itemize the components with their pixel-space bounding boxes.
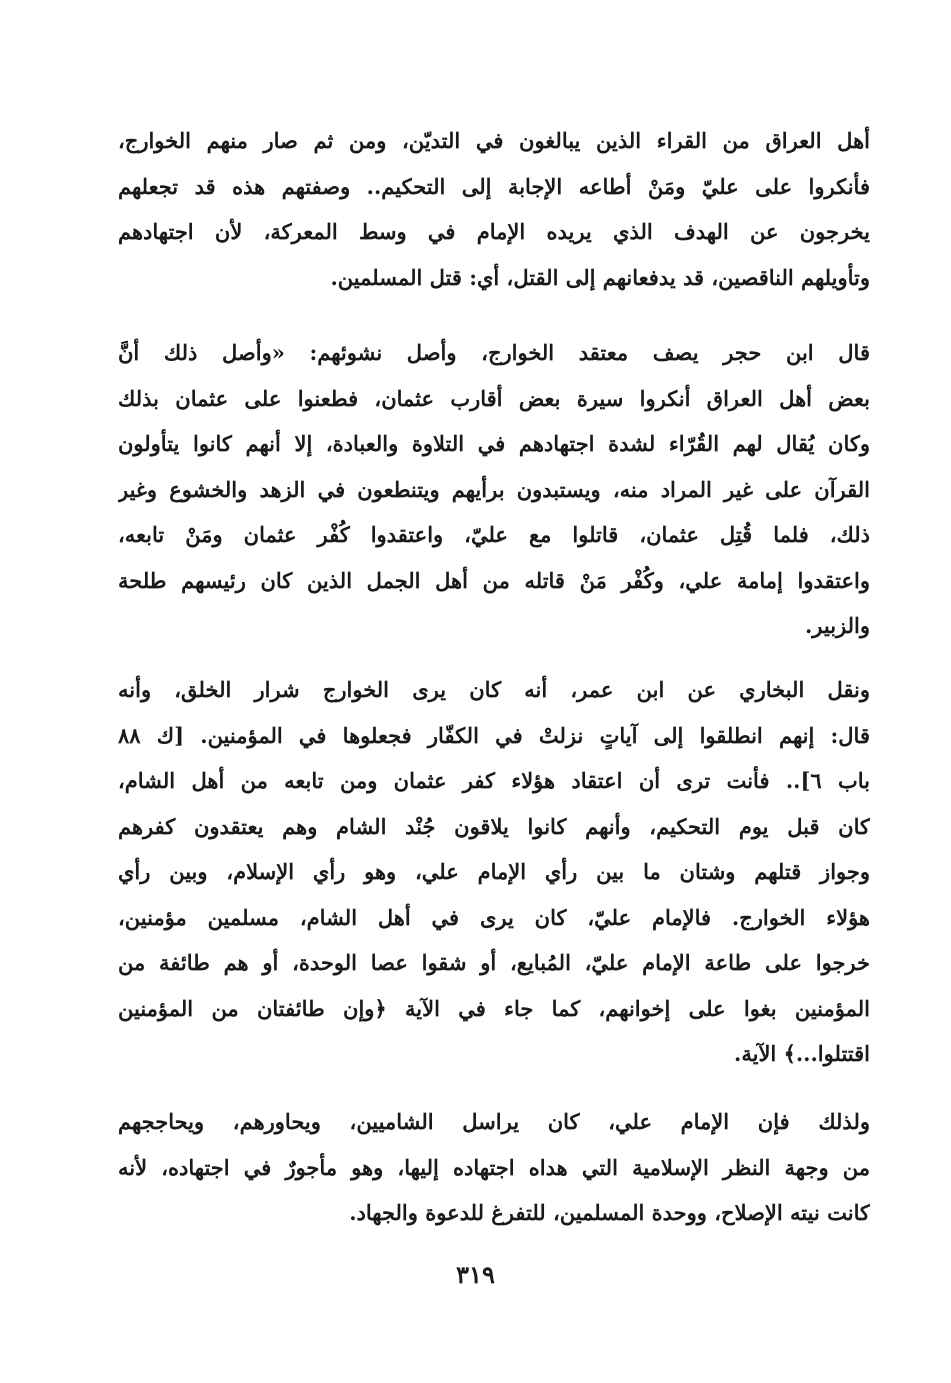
text-line: قال ابن حجر يصف معتقد الخوارج، وأصل نشوئهم: «وأصل ذلك أنَّ [118, 340, 870, 365]
paragraph-1 [118, 118, 870, 300]
text-line: ذلك، فلما قُتِل عثمان، قاتلوا مع عليّ، واعتقدوا كُفْر عثمان ومَنْ تابعه، [118, 522, 870, 547]
text-line: باب ٦].. فأنت ترى أن اعتقاد هؤلاء كفر عثمان ومن تابعه من أهل الشام، [118, 768, 870, 793]
text-line: ونقل البخاري عن ابن عمر، أنه كان يرى الخوارج شرار الخلق، وأنه [118, 677, 870, 702]
text-line: يخرجون عن الهدف الذي يريده الإمام في وسط المعركة، لأن اجتهادهم [118, 219, 870, 244]
text-line: القرآن على غير المراد منه، ويستبدون برأيهم ويتنطعون في الزهد والخشوع وغير [118, 476, 870, 502]
text-line: وجواز قتلهم وشتان ما بين رأي الإمام علي، وهو رأي الإسلام، وبين رأي [118, 859, 870, 884]
text-line: أهل العراق من القراء الذين يبالغون في التديّن، ومن ثم صار منهم الخوارج، [118, 128, 870, 153]
page-number: ٣١٩ [456, 1260, 495, 1289]
paragraph-3 [118, 667, 870, 1077]
paragraph-2 [118, 330, 870, 649]
text-line: فأنكروا على عليّ ومَنْ أطاعه الإجابة إلى التحكيم.. وصفتهم هذه قد تجعلهم [118, 173, 870, 199]
text-line: خرجوا على طاعة الإمام عليّ، المُبايع، أو شقوا عصا الوحدة، أو هم طائفة من [118, 950, 870, 975]
text-line: والزبير. [804, 613, 870, 638]
text-line: كانت نيته الإصلاح، ووحدة المسلمين، للتفرغ للدعوة والجهاد. [349, 1200, 870, 1225]
text-line: كان قبل يوم التحكيم، وأنهم كانوا يلاقون جُنْد الشام وهم يعتقدون كفرهم [118, 813, 870, 839]
text-line: من وجهة النظر الإسلامية التي هداه اجتهاده إليها، وهو مأجورٌ في اجتهاده، لأنه [118, 1154, 870, 1180]
text-line: ولذلك فإن الإمام علي، كان يراسل الشاميين، ويحاورهم، ويحاججهم [118, 1109, 870, 1134]
text-line: وكان يُقال لهم القُرّاء لشدة اجتهادهم في التلاوة والعبادة، إلا أنهم كانوا يتأولون [118, 431, 870, 456]
text-line: هؤلاء الخوارج. فالإمام عليّ، كان يرى في أهل الشام، مسلمين مؤمنين، [118, 904, 870, 930]
text-line: بعض أهل العراق أنكروا سيرة بعض أقارب عثمان، فطعنوا على عثمان بذلك [118, 385, 870, 411]
text-line: وتأويلهم الناقصين، قد يدفعانهم إلى القتل، أي: قتل المسلمين. [330, 264, 870, 290]
text-line: قال: إنهم انطلقوا إلى آياتٍ نزلتْ في الكفّار فجعلوها في المؤمنين. [ك ٨٨ [118, 722, 870, 748]
text-line: اقتتلوا...﴾ الآية. [734, 1041, 870, 1066]
text-line: واعتقدوا إمامة علي، وكُفْر مَنْ قاتله من أهل الجمل الذين كان رئيسهم طلحة [118, 567, 870, 593]
paragraph-4 [118, 1099, 870, 1236]
text-line: المؤمنين بغوا على إخوانهم، كما جاء في الآية ﴿وإن طائفتان من المؤمنين [118, 995, 870, 1021]
